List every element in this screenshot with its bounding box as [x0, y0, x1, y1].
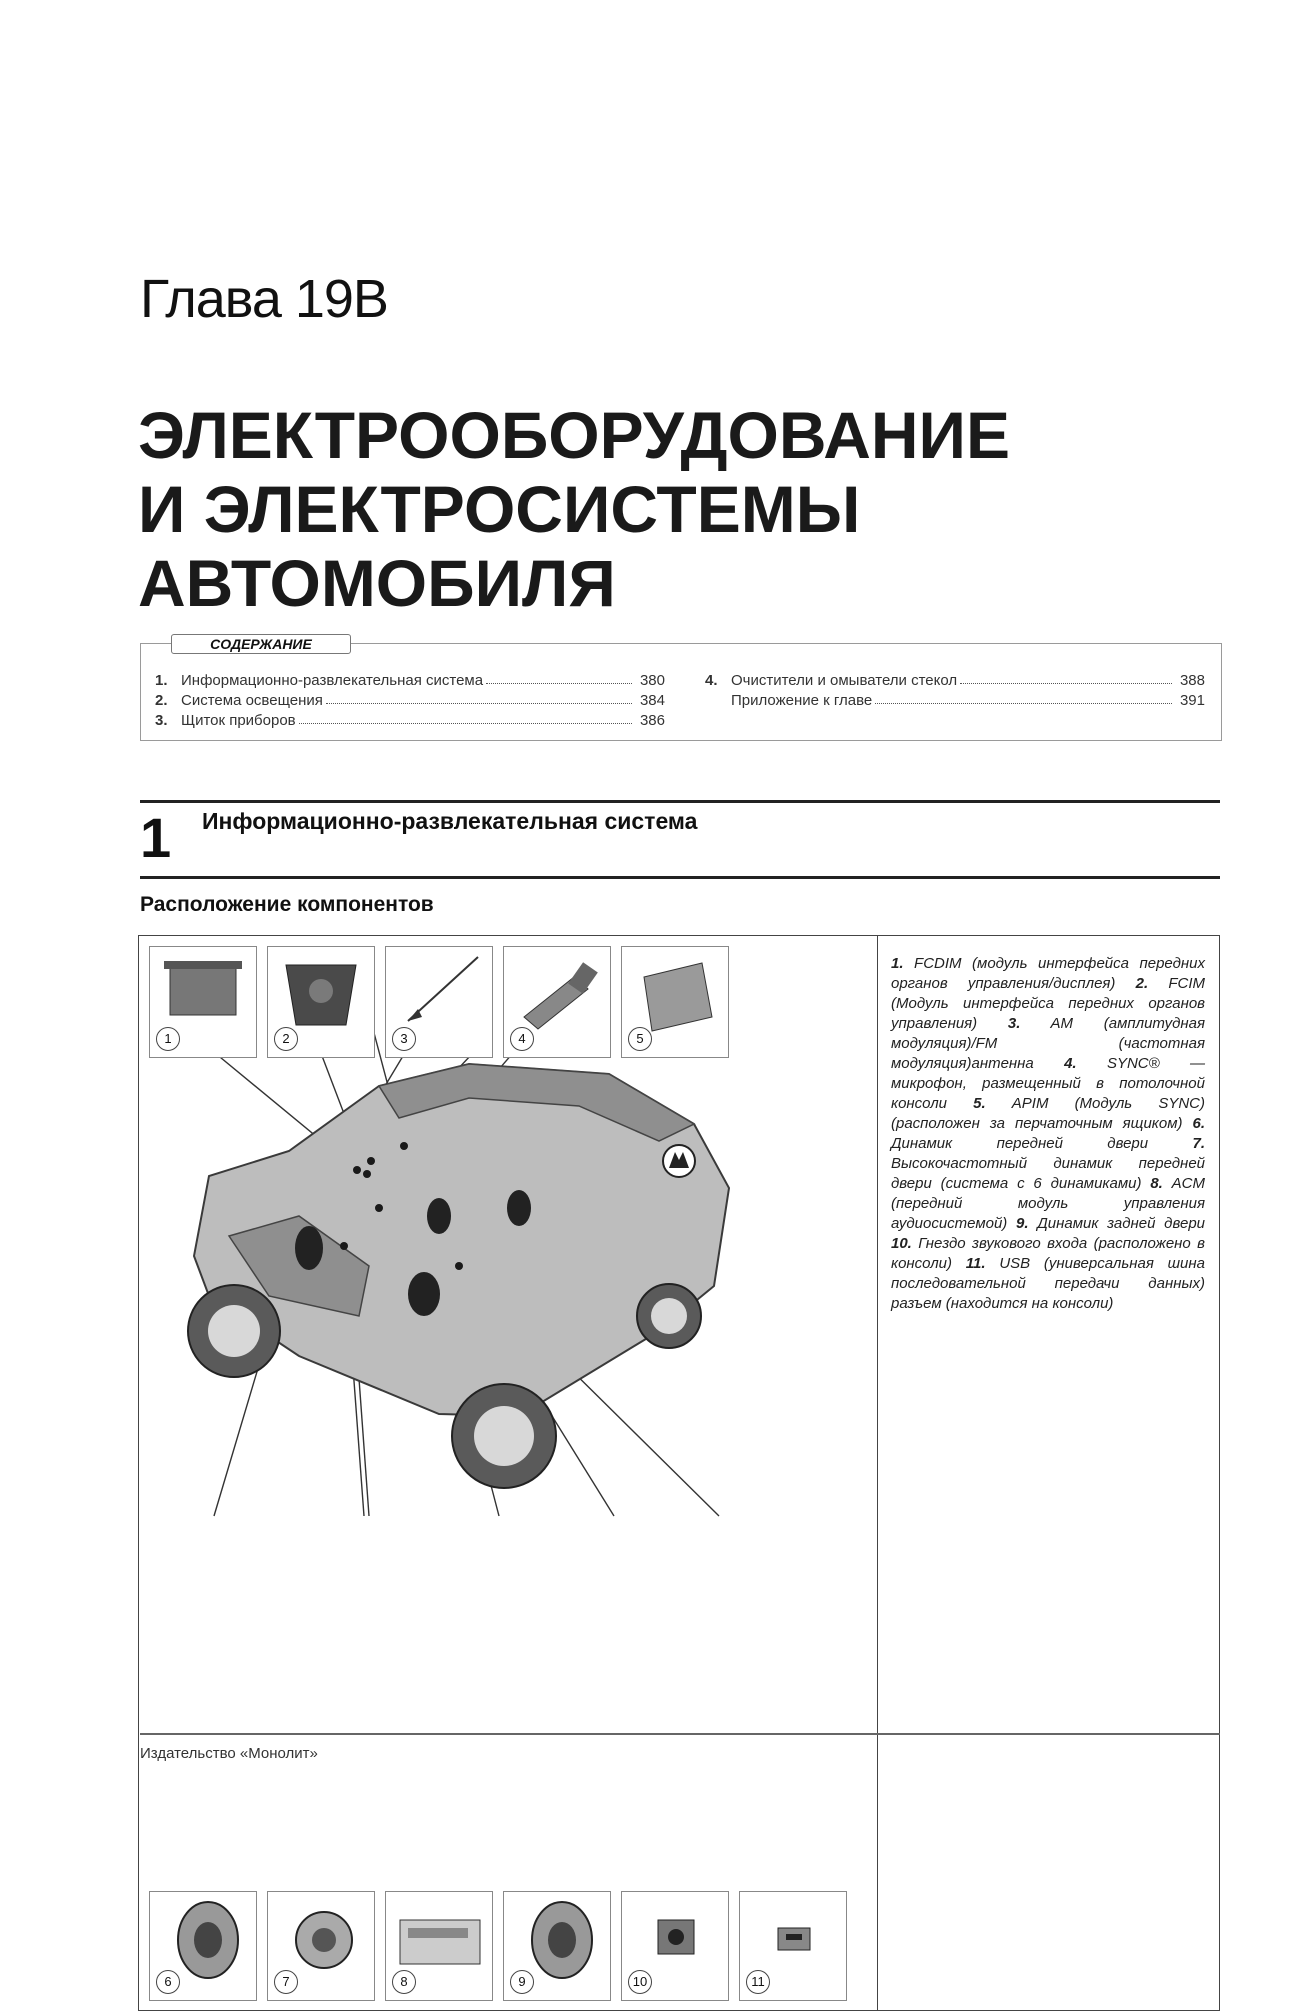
figure-caption: 1. FCDIM (модуль интерфейса передних органов управления/дисплея) 2. FCIM (Модуль интерфейса передних органов управления) 3. AM (амплитудная модуляция)/FM (частотная модуляция)антенна 4. SYNC® — микрофон, размещенный в потолочной консоли 5. APIM (Модуль SYNC) (расположен за перчаточным ящиком) 6. Динамик передней двери 7. Высокочастотный динамик передней двери (система с 6 динамиками) 8. ACM (передний модуль управления аудиосистемой) 9. Динамик задней двери 10. Гнездо звукового входа (расположено в консоли) 11. USB (универсальная шина последовательной передачи данных) разъем (находится на консоли) [891, 955, 1206, 1312]
component-thumbnail[interactable] [267, 1891, 375, 2001]
component-thumbnail[interactable] [739, 1891, 847, 2001]
toc-entry-text: Система освещения [181, 691, 323, 709]
component-thumbnail[interactable] [385, 946, 493, 1058]
toc-entry-text: Очистители и омыватели стекол [731, 671, 958, 689]
toc-entry[interactable] [705, 670, 1205, 690]
callout-badge: 1 [156, 1027, 180, 1051]
component-thumbnail[interactable] [621, 1891, 729, 2001]
toc-right-column [705, 670, 1205, 710]
vehicle-cutaway-illustration [139, 936, 877, 2012]
toc-entry-number: 2. [155, 691, 168, 709]
ford-logo-icon [663, 1145, 695, 1177]
component-thumbnail[interactable] [503, 1891, 611, 2001]
callout-badge: 2 [274, 1027, 298, 1051]
toc-entry[interactable] [705, 690, 1205, 710]
title-line: И ЭЛЕКТРОСИСТЕМЫ [138, 472, 861, 546]
callout-badge: 7 [274, 1970, 298, 1994]
toc-entry-page: 388 [1179, 671, 1205, 689]
component-thumbnail[interactable] [149, 1891, 257, 2001]
toc-entry-text: Информационно-развлекательная система [181, 671, 484, 689]
title-line: ЭЛЕКТРООБОРУДОВАНИЕ [138, 398, 1010, 472]
callout-badge: 8 [392, 1970, 416, 1994]
callout-badge: 11 [746, 1970, 770, 1994]
publisher-footer: Издательство «Монолит» [140, 1745, 318, 1762]
toc-entry[interactable] [155, 690, 665, 710]
component-thumbnail[interactable] [149, 946, 257, 1058]
component-thumbnail[interactable] [503, 946, 611, 1058]
table-of-contents [140, 636, 1222, 741]
toc-entry[interactable] [155, 670, 665, 690]
component-thumbnail[interactable] [267, 946, 375, 1058]
callout-badge: 3 [392, 1027, 416, 1051]
callout-badge: 5 [628, 1027, 652, 1051]
toc-entry-number: 3. [155, 711, 168, 729]
toc-entry-number: 4. [705, 671, 718, 689]
toc-entry-text: Щиток приборов [181, 711, 296, 729]
callout-badge: 6 [156, 1970, 180, 1994]
section-number: 1 [140, 806, 172, 869]
chapter-title [138, 398, 1010, 620]
toc-left-column [155, 670, 665, 730]
callout-badge: 9 [510, 1970, 534, 1994]
toc-entry[interactable] [155, 710, 665, 730]
toc-entry-page: 386 [639, 711, 665, 729]
toc-entry-number: 1. [155, 671, 168, 689]
chapter-label: Глава 19В [140, 269, 388, 329]
toc-entry-page: 380 [639, 671, 665, 689]
section-rule-top [140, 800, 1220, 803]
callout-badge: 10 [628, 1970, 652, 1994]
component-figure [138, 935, 1220, 2011]
footer-rule [140, 1733, 1220, 1735]
section-subtitle: Расположение компонентов [140, 893, 434, 916]
component-thumbnail[interactable] [621, 946, 729, 1058]
toc-entry-text: Приложение к главе [731, 691, 873, 709]
section-rule-bottom [140, 876, 1220, 879]
component-thumbnail[interactable] [385, 1891, 493, 2001]
component-diagram [139, 936, 878, 2010]
section-title: Информационно-развлекательная система [202, 808, 698, 834]
title-line: АВТОМОБИЛЯ [138, 546, 616, 620]
toc-entry-page: 384 [639, 691, 665, 709]
toc-entry-page: 391 [1179, 691, 1205, 709]
callout-badge: 4 [510, 1027, 534, 1051]
toc-heading: СОДЕРЖАНИЕ [171, 634, 351, 654]
